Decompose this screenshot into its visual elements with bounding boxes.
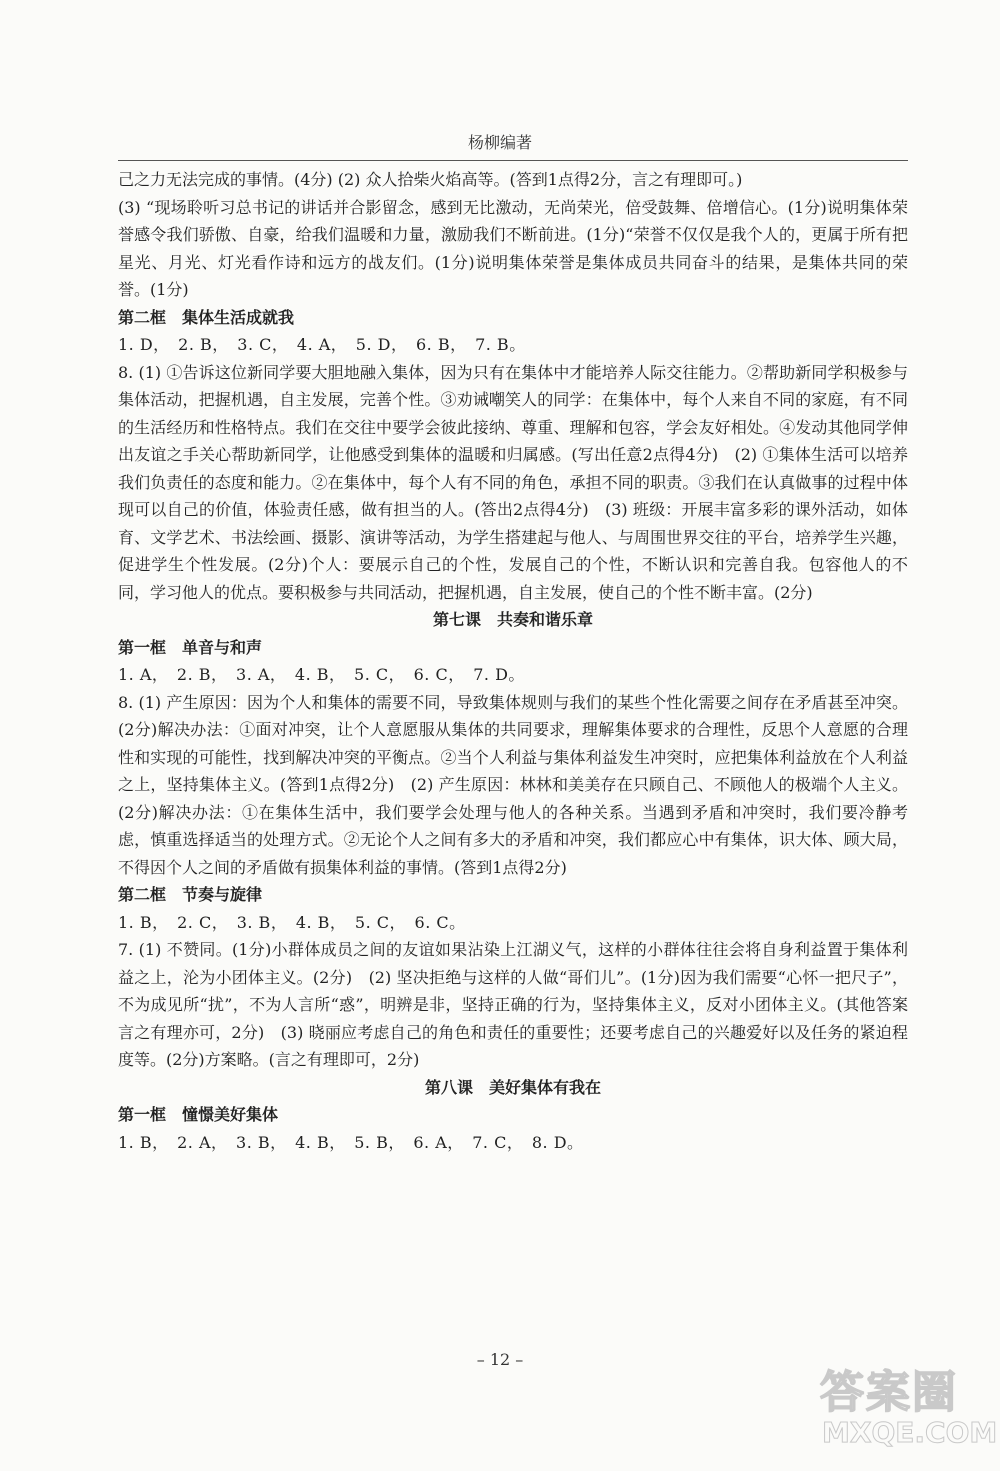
page-number: – 12 – <box>476 1350 524 1369</box>
watermark-url: MXQE.COM <box>822 1416 998 1449</box>
section-title: 第二框 节奏与旋律 <box>118 885 263 904</box>
section-title: 第一框 单音与和声 <box>118 637 263 657</box>
watermark-logo <box>810 1356 998 1461</box>
choice-answers: 1. D， 2. B， 3. C， 4. A， 5. D， 6. B， 7. B。 <box>118 335 526 354</box>
section-title: 第一框 憧憬美好集体 <box>118 1105 279 1124</box>
choice-answers: 1. B， 2. C， 3. B， 4. B， 5. C， 6. C。 <box>118 912 466 932</box>
choice-answers: 1. A， 2. B， 3. A， 4. B， 5. C， 6. C， 7. D。 <box>118 665 525 684</box>
section-title: 第二框 集体生活成就我 <box>118 307 295 327</box>
lesson-title: 第八课 美好集体有我在 <box>424 1077 601 1097</box>
paragraph: 7. (1) 不赞同。(1分)小群体成员之间的友谊如果沾染上江湖义气，这样的小群体往往会将自身利益置于集体利益之上，沦为小团体主义。(2分) (2) 坚决拒绝与这样的人做“哥们儿”。(1分)因为我们需要“心怀一把尺子”，不为成见所“扰”，不为人言所“惑”，明辨是非，坚持正确的行为，坚持集体主义，反对小团体主义。(其他答案言之有理亦可，2分) (3) 晓丽应考虑自己的角色和责任的重要性；还要考虑自己的兴趣爱好以及任务的紧迫程度等。(2分)方案略。(言之有理即可，2分) <box>118 940 908 1069</box>
lesson-title: 第七课 共奏和谐乐章 <box>432 610 593 629</box>
paragraph: (3) “现场聆听习总书记的讲话并合影留念，感到无比激动，无尚荣光，倍受鼓舞、倍增信心。(1分)说明集体荣誉感令我们骄傲、自豪，给我们温暖和力量，激励我们不断前进。(1分)“荣誉不仅仅是我个人的，更属于所有把星光、月光、灯光看作诗和远方的战友们。(1分)说明集体荣誉是集体成员共同奋斗的结果，是集体共同的荣誉。(1分) <box>118 197 908 299</box>
paragraph: 8. (1) 产生原因：因为个人和集体的需要不同，导致集体规则与我们的某些个性化需要之间存在矛盾甚至冲突。(2分)解决办法：①面对冲突，让个人意愿服从集体的共同要求，理解集体要求的合理性，反思个人意愿的合理性和实现的可能性，找到解决冲突的平衡点。②当个人利益与集体利益发生冲突时，应把集体利益放在个人利益之上，坚持集体主义。(答到1点得2分) (2) 产生原因：林林和美美存在只顾自己、不顾他人的极端个人主义。(2分)解决办法：①在集体生活中，我们要学会处理与他人的各种关系。当遇到矛盾和冲突时，我们要冷静考虑，慎重选择适当的处理方式。②无论个人之间有多大的矛盾和冲突，我们都应心中有集体，识大体、顾大局，不得因个人之间的矛盾做有损集体利益的事情。(答到1点得2分) <box>118 692 908 877</box>
running-header: 杨柳编著 <box>467 133 532 152</box>
answer-content <box>118 166 908 1156</box>
header-rule <box>118 160 908 161</box>
paragraph: 8. (1) ①告诉这位新同学要大胆地融入集体，因为只有在集体中才能培养人际交往能力。②帮助新同学积极参与集体活动，把握机遇，自主发展，完善个性。③劝诫嘲笑人的同学：在集体中，每个人来自不同的家庭，有不同的生活经历和性格特点。我们在交往中要学会彼此接纳、尊重、理解和包容，学会友好相处。④发动其他同学伸出友谊之手关心帮助新同学，让他感受到集体的温暖和归属感。(写出任意2点得4分) (2) ①集体生活可以培养我们负责任的态度和能力。②在集体中，每个人有不同的角色，承担不同的职责。③我们在认真做事的过程中体现可以自己的价值，体验责任感，做有担当的人。(答出2点得4分) (3) 班级：开展丰富多彩的课外活动，如体育、文学艺术、书法绘画、摄影、演讲等活动，为学生搭建起与他人、与周围世界交往的平台，培养学生兴趣，促进学生个性发展。(2分)个人：要展示自己的个性，发展自己的个性，不断认识和完善自我。包容他人的不同，学习他人的优点。要积极参与共同活动，把握机遇，自主发展，使自己的个性不断丰富。(2分) <box>118 362 908 602</box>
paragraph: 己之力无法完成的事情。(4分) (2) 众人拾柴火焰高等。(答到1点得2分，言之有理即可。) <box>118 170 743 189</box>
watermark-text: 答案圈 <box>820 1367 958 1418</box>
choice-answers: 1. B， 2. A， 3. B， 4. B， 5. B， 6. A， 7. C， 8. D。 <box>118 1132 584 1152</box>
